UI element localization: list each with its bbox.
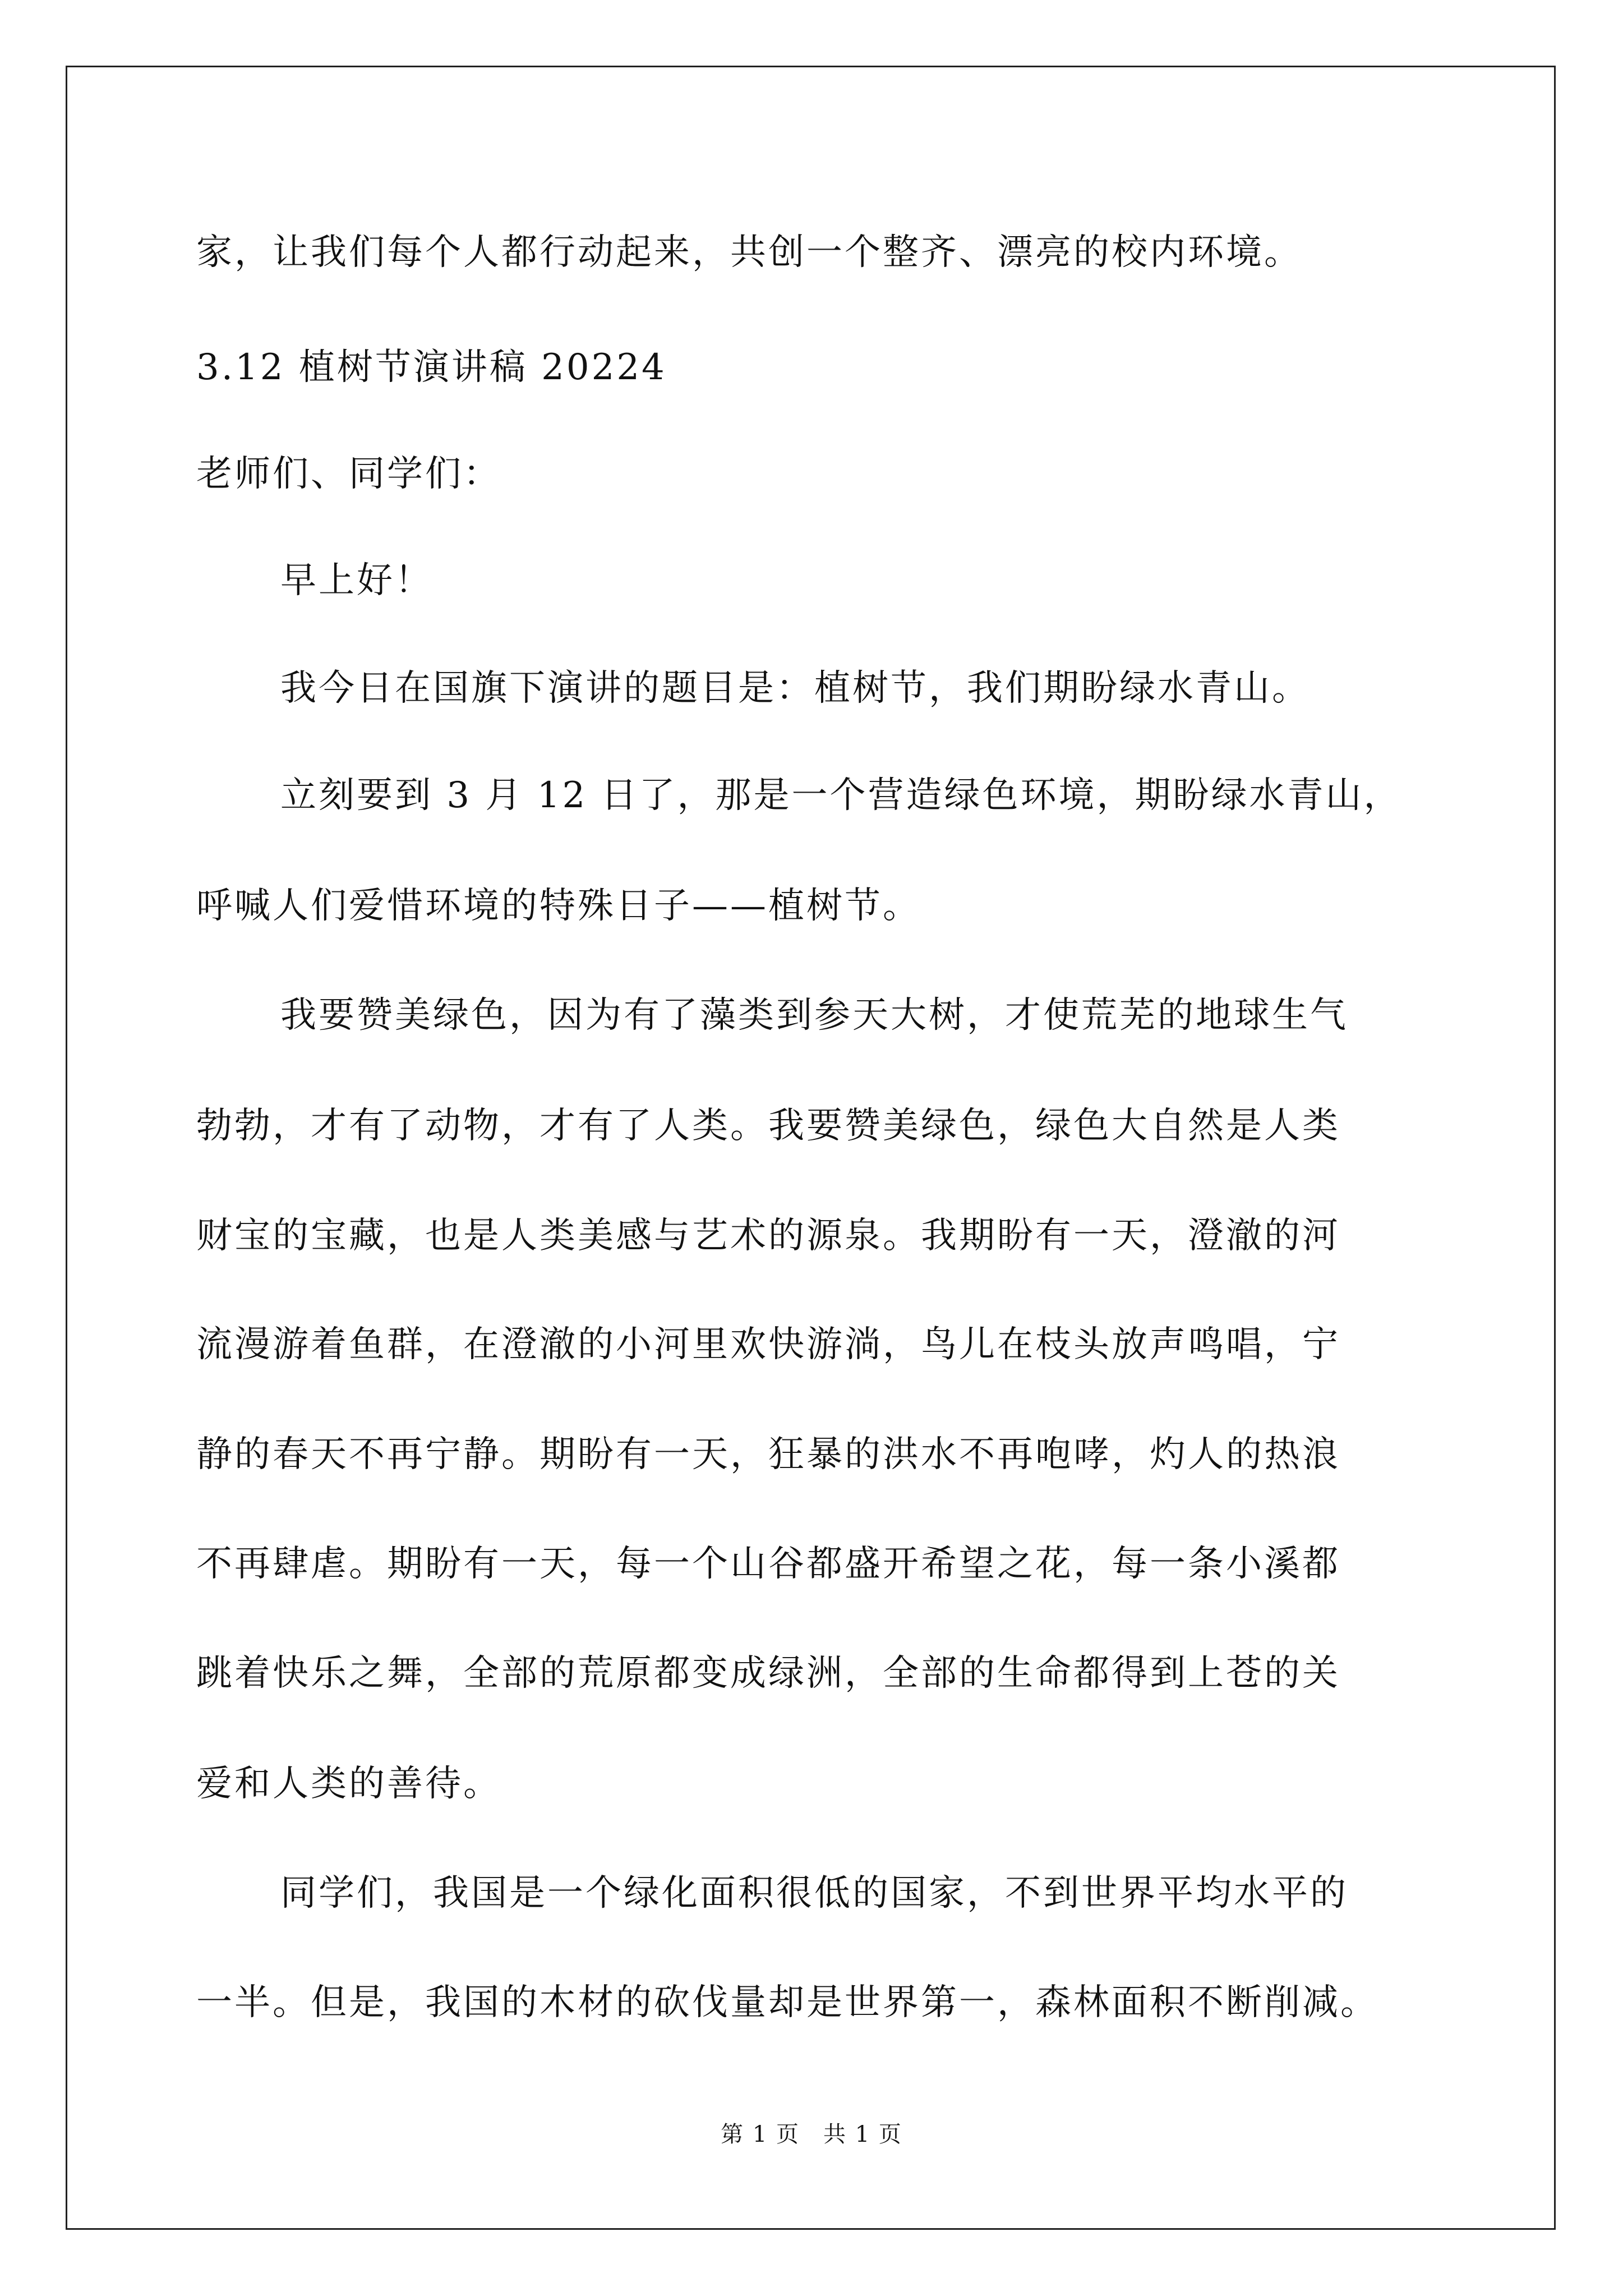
text-line: 同学们，我国是一个绿化面积很低的国家，不到世界平均水平的 [280,1872,1348,1914]
text-line: 跳着快乐之舞，全部的荒原都变成绿洲，全部的生命都得到上苍的关 [196,1653,1340,1694]
greeting: 早上好！ [280,560,433,601]
text-line: 一半。但是，我国的木材的砍伐量却是世界第一，森林面积不断削减。 [196,1982,1378,2023]
text-line: 爱和人类的善待。 [196,1763,501,1805]
text-line: 流漫游着鱼群，在澄澈的小河里欢快游淌，鸟儿在枝头放声鸣唱，宁 [196,1324,1340,1365]
text-line: 立刻要到 3 月 12 日了，那是一个营造绿色环境，期盼绿水青山， [280,775,1402,816]
text-line: 呼喊人们爱惜环境的特殊日子——植树节。 [196,885,921,927]
page-number-footer: 第 1 页 共 1 页 [721,2122,902,2147]
text-line: 财宝的宝藏，也是人类美感与艺术的源泉。我期盼有一天，澄澈的河 [196,1215,1340,1257]
text-line: 不再肆虐。期盼有一天，每一个山谷都盛开希望之花，每一条小溪都 [196,1543,1340,1585]
speech-title: 3.12 植树节演讲稿 20224 [196,347,667,388]
text-line: 静的春天不再宁静。期盼有一天，狂暴的洪水不再咆哮，灼人的热浪 [196,1434,1340,1475]
text-line: 我要赞美绿色，因为有了藻类到参天大树，才使荒芜的地球生气 [280,995,1348,1036]
text-line: 勃勃，才有了动物，才有了人类。我要赞美绿色，绿色大自然是人类 [196,1105,1340,1147]
salutation: 老师们、同学们： [196,453,501,495]
text-line: 我今日在国旗下演讲的题目是：植树节，我们期盼绿水青山。 [280,668,1310,709]
text-line: 家，让我们每个人都行动起来，共创一个整齐、漂亮的校内环境。 [196,232,1302,273]
